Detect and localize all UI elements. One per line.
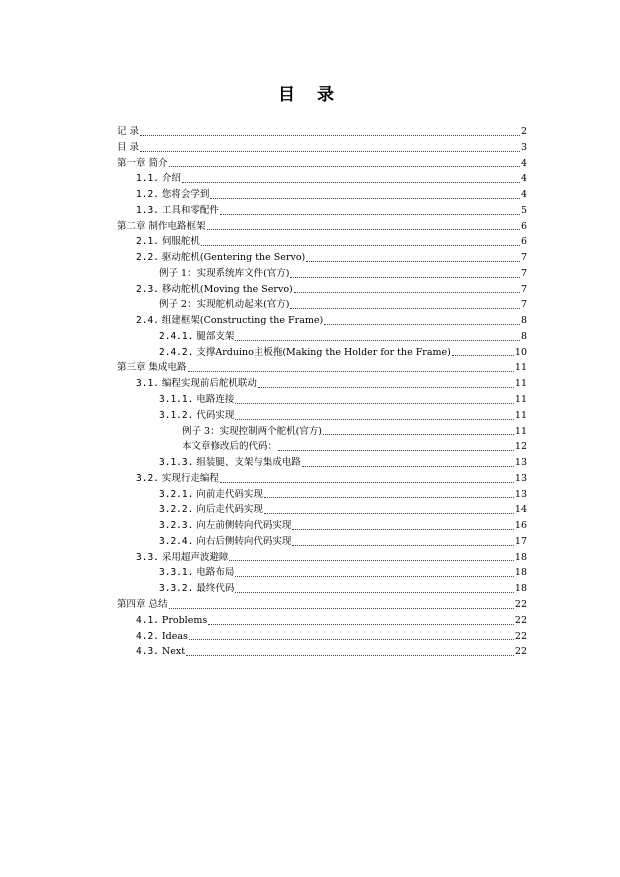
toc-page-number: 5 [520, 204, 527, 216]
toc-entry-label [136, 203, 219, 219]
toc-page-number: 7 [520, 299, 527, 311]
toc-entry[interactable] [117, 502, 527, 518]
toc-entry-number: 3.1.1. [159, 394, 194, 406]
toc-leader-dots [258, 383, 514, 388]
toc-entry-label [159, 408, 234, 424]
toc-leader-dots [278, 446, 514, 451]
toc-page-number: 18 [514, 567, 527, 579]
toc-entry-label [136, 250, 305, 266]
toc-page-number: 8 [520, 315, 527, 327]
toc-entry-number: 3.3.1. [159, 567, 194, 579]
toc-entry[interactable] [117, 171, 527, 187]
toc-entry-label [159, 345, 451, 361]
toc-entry-text: 第一章 简介 [117, 157, 168, 169]
toc-page-number: 18 [514, 583, 527, 595]
toc-entry-number: 2.1. [136, 236, 159, 248]
toc-entry[interactable] [117, 424, 527, 440]
toc-entry[interactable] [117, 345, 527, 361]
toc-entry-text: 移动舵机(Moving the Servo) [161, 283, 293, 295]
toc-entry-label [182, 424, 322, 440]
toc-entry-number: 4.3. [136, 646, 159, 658]
toc-entry-label [117, 360, 187, 376]
toc-entry-label [117, 156, 168, 172]
toc-entry-text: 例子 3：实现控制两个舵机(官方) [182, 425, 322, 437]
toc-entry[interactable] [117, 282, 527, 298]
toc-leader-dots [294, 288, 520, 293]
toc-entry-text: 代码实现 [196, 409, 235, 421]
toc-page-number: 7 [520, 283, 527, 295]
toc-entry-number: 1.2. [136, 189, 159, 201]
toc-entry[interactable] [117, 124, 527, 140]
toc-entry-text: 实现行走编程 [161, 472, 219, 484]
toc-leader-dots [302, 462, 514, 467]
toc-entry-label [117, 140, 139, 156]
toc-entry-number: 2.2. [136, 252, 159, 264]
toc-entry-text: 向左前侧转向代码实现 [196, 520, 292, 532]
toc-page-number: 13 [514, 457, 527, 469]
toc-entry[interactable] [117, 408, 527, 424]
toc-page-number: 6 [520, 220, 527, 232]
toc-entry-text: 目 录 [117, 141, 140, 153]
toc-entry[interactable] [117, 518, 527, 534]
toc-leader-dots [290, 304, 519, 309]
toc-page-number: 7 [520, 252, 527, 264]
toc-page-number: 18 [514, 551, 527, 563]
toc-entry-label [136, 629, 188, 645]
toc-leader-dots [264, 493, 514, 498]
toc-page-number: 11 [514, 362, 527, 374]
toc-entry-number: 3.2. [136, 472, 159, 484]
toc-entry[interactable] [117, 455, 527, 471]
toc-entry-text: 第三章 集成电路 [117, 362, 187, 374]
toc-entry[interactable] [117, 219, 527, 235]
toc-entry-number: 3.2.4. [159, 535, 194, 547]
toc-page-number: 11 [514, 425, 527, 437]
toc-page-number: 22 [514, 598, 527, 610]
toc-leader-dots [229, 556, 513, 561]
toc-entry[interactable] [117, 360, 527, 376]
toc-entry-label [136, 171, 181, 187]
toc-page-number: 13 [514, 472, 527, 484]
toc-entry[interactable] [117, 392, 527, 408]
toc-leader-dots [186, 651, 514, 656]
toc-entry[interactable] [117, 234, 527, 250]
toc-entry-text: 最终代码 [196, 583, 235, 595]
toc-leader-dots [290, 273, 519, 278]
toc-entry-text: 您将会学到 [161, 189, 210, 201]
toc-entry-label [136, 234, 200, 250]
toc-page-number: 17 [514, 535, 527, 547]
toc-entry-text: 第四章 总结 [117, 598, 168, 610]
toc-entry-text: Next [161, 646, 186, 658]
toc-page-number: 22 [514, 630, 527, 642]
toc-page-number: 11 [514, 394, 527, 406]
toc-entry-text: 腿部支架 [196, 330, 235, 342]
toc-entry-number: 2.4.1. [159, 330, 194, 342]
toc-entry[interactable] [117, 439, 527, 455]
toc-entry-text: 例子 2：实现舵机动起来(官方) [159, 299, 290, 311]
toc-entry[interactable] [117, 376, 527, 392]
toc-entry-number: 1.1. [136, 173, 159, 185]
toc-entry[interactable] [117, 565, 527, 581]
toc-entry-number: 3.1.2. [159, 409, 194, 421]
toc-entry[interactable] [117, 550, 527, 566]
toc-page-number: 13 [514, 488, 527, 500]
toc-entry-label [136, 376, 257, 392]
toc-entry-text: 记 录 [117, 126, 140, 137]
toc-page-number: 11 [514, 409, 527, 421]
toc-entry[interactable] [117, 629, 527, 645]
toc-leader-dots [235, 336, 520, 341]
toc-entry-text: 第二章 制作电路框架 [117, 220, 206, 232]
toc-entry-label [136, 644, 185, 660]
toc-page-number: 22 [514, 646, 527, 658]
toc-entry-text: 组建框架(Constructing the Frame) [161, 315, 324, 327]
toc-entry[interactable] [117, 613, 527, 629]
toc-entry-label [159, 534, 291, 550]
toc-leader-dots [264, 509, 514, 514]
toc-entry-number: 4.2. [136, 630, 159, 642]
toc-entry[interactable] [117, 156, 527, 172]
toc-leader-dots [140, 131, 520, 136]
toc-entry-number: 2.4.2. [159, 346, 194, 358]
toc-entry-number: 3.2.1. [159, 488, 194, 500]
toc-entry-text: 工具和零配件 [161, 204, 219, 216]
toc-entry-label [136, 550, 228, 566]
toc-entry[interactable] [117, 203, 527, 219]
toc-entry-label [159, 455, 301, 471]
toc-leader-dots [169, 604, 514, 609]
toc-leader-dots [208, 620, 514, 625]
toc-entry-label [159, 518, 291, 534]
toc-leader-dots [201, 241, 520, 246]
toc-entry-text: 向后走代码实现 [196, 504, 263, 516]
toc-leader-dots [235, 415, 514, 420]
toc-entry-text: 支撑Arduino主板拖(Making the Holder for the Frame) [196, 346, 451, 358]
toc-entry[interactable] [117, 329, 527, 345]
toc-entry-label [159, 565, 234, 581]
toc-page-number: 2 [520, 126, 527, 137]
toc-entry[interactable] [117, 487, 527, 503]
toc-entry-text: 伺服舵机 [161, 236, 200, 248]
toc-entry-number: 3.1.3. [159, 457, 194, 469]
toc-entry-label [136, 471, 219, 487]
toc-entry-text: 采用超声波避障 [161, 551, 229, 563]
toc-entry-label [159, 266, 289, 282]
toc-entry-text: 本文章修改后的代码： [182, 441, 278, 453]
toc-leader-dots [292, 541, 514, 546]
toc-entry[interactable] [117, 187, 527, 203]
toc-entry[interactable] [117, 644, 527, 660]
toc-page-number: 4 [520, 157, 527, 169]
toc-entry-number: 3.3.2. [159, 583, 194, 595]
toc-leader-dots [292, 525, 514, 530]
toc-entry-label [136, 282, 293, 298]
table-of-contents [117, 124, 527, 660]
toc-entry-text: 介绍 [161, 173, 181, 185]
toc-leader-dots [235, 572, 514, 577]
toc-leader-dots [220, 210, 520, 215]
toc-leader-dots [210, 194, 520, 199]
toc-page-number: 8 [520, 330, 527, 342]
toc-leader-dots [235, 399, 514, 404]
toc-entry-label [159, 502, 263, 518]
toc-entry-text: 向前走代码实现 [196, 488, 263, 500]
toc-entry-text: 向右后侧转向代码实现 [196, 535, 292, 547]
toc-page-number: 7 [520, 267, 527, 279]
toc-entry-label [136, 187, 209, 203]
toc-entry-number: 3.2.2. [159, 504, 194, 516]
toc-entry-label [117, 124, 139, 140]
toc-entry-text: 驱动舵机(Gentering the Servo) [161, 252, 306, 264]
toc-entry-label [159, 329, 234, 345]
toc-entry-label [159, 581, 234, 597]
toc-leader-dots [169, 162, 520, 167]
toc-entry[interactable] [117, 140, 527, 156]
toc-page-number: 6 [520, 236, 527, 248]
toc-entry-number: 4.1. [136, 614, 159, 626]
toc-entry-label [136, 613, 207, 629]
toc-entry-number: 3.1. [136, 378, 159, 390]
toc-leader-dots [323, 430, 514, 435]
page-title: 目 录 [278, 85, 342, 105]
toc-page-number: 22 [514, 614, 527, 626]
toc-entry[interactable] [117, 597, 527, 613]
toc-page-number: 11 [514, 378, 527, 390]
toc-page-number: 3 [520, 141, 527, 153]
toc-entry[interactable] [117, 471, 527, 487]
toc-leader-dots [188, 367, 514, 372]
toc-entry-text: 电路布局 [196, 567, 235, 579]
toc-entry[interactable] [117, 266, 527, 282]
toc-entry[interactable] [117, 250, 527, 266]
toc-leader-dots [220, 478, 514, 483]
toc-leader-dots [306, 257, 520, 262]
toc-leader-dots [182, 178, 520, 183]
toc-page-number: 14 [514, 504, 527, 516]
toc-entry-label [159, 297, 289, 313]
toc-leader-dots [235, 588, 514, 593]
toc-entry-text: Problems [161, 614, 208, 626]
toc-entry-number: 2.3. [136, 283, 159, 295]
toc-entry-text: 电路连接 [196, 394, 235, 406]
toc-entry-text: 例子 1：实现系统库文件(官方) [159, 267, 290, 279]
toc-entry[interactable] [117, 313, 527, 329]
toc-entry[interactable] [117, 581, 527, 597]
toc-leader-dots [207, 225, 520, 230]
toc-entry-label [136, 313, 323, 329]
toc-page-number: 16 [514, 520, 527, 532]
toc-entry-number: 2.4. [136, 315, 159, 327]
toc-entry[interactable] [117, 297, 527, 313]
toc-leader-dots [189, 635, 514, 640]
toc-entry-label [159, 392, 234, 408]
toc-page-number: 12 [514, 441, 527, 453]
toc-entry-number: 1.3. [136, 204, 159, 216]
toc-leader-dots [140, 147, 520, 152]
toc-entry-label [159, 487, 263, 503]
toc-leader-dots [324, 320, 520, 325]
toc-entry-text: 编程实现前后舵机联动 [161, 378, 257, 390]
toc-leader-dots [452, 351, 514, 356]
toc-page-number: 10 [514, 346, 527, 358]
toc-page-number: 4 [520, 189, 527, 201]
toc-entry[interactable] [117, 534, 527, 550]
toc-entry-text: Ideas [161, 630, 188, 642]
toc-entry-number: 3.3. [136, 551, 159, 563]
toc-page-number: 4 [520, 173, 527, 185]
toc-entry-label [117, 597, 168, 613]
toc-entry-label [182, 439, 277, 455]
toc-entry-text: 组装腿、支架与集成电路 [196, 457, 301, 469]
toc-entry-number: 3.2.3. [159, 520, 194, 532]
toc-entry-label [117, 219, 206, 235]
